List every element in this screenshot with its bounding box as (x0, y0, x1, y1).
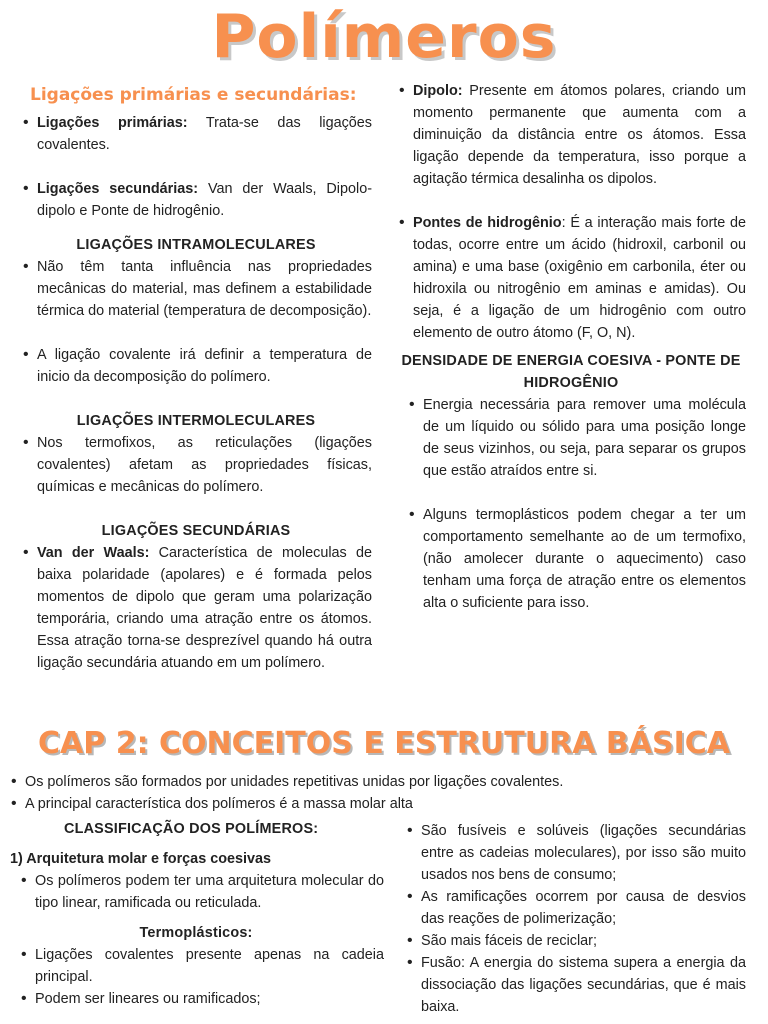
term-text: Presente em átomos polares, criando um momento permanente que aumenta com a diminuição da distância entre os átomos. Essa ligação depende da temperatura, isso porque a agitação térmica desalinha os dipolos. (413, 83, 746, 187)
list-item: • Nos termofixos, as reticulações (ligações covalentes) afetam as propriedades físicas, químicas e mecânicas do polímero. (20, 432, 372, 498)
subheading-secundarias: LIGAÇÕES SECUNDÁRIAS (101, 523, 291, 539)
list-item (20, 112, 372, 156)
right-list (396, 80, 746, 344)
dens-list (396, 394, 746, 614)
subheading-arquitetura: 1) Arquitetura molar e forças coesivas (10, 851, 271, 867)
cap2-left-column (8, 818, 384, 1010)
term-label: Van der Waals: (37, 545, 150, 561)
termo-props-list (404, 820, 746, 1018)
list-item: • Energia necessária para remover uma molécula de um líquido ou sólido para uma posição longe de seus vizinhos, ou seja, para separar os grupos que estão atraídos entre si. (406, 394, 746, 482)
sec-list (20, 542, 372, 674)
right-column (396, 80, 746, 614)
cap2-intro (8, 771, 748, 815)
list-item: • Fusão: A energia do sistema supera a energia da dissociação das ligações secundárias, que é mais baixa. (404, 952, 746, 1018)
list-item (20, 178, 372, 222)
list-item: • A principal característica dos polímeros é a massa molar alta (8, 793, 748, 815)
list-item: • Os polímeros são formados por unidades repetitivas unidas por ligações covalentes. (8, 771, 748, 793)
termo-list (8, 944, 384, 1010)
list-item: • São mais fáceis de reciclar; (404, 930, 746, 952)
chapter-heading: CAP 2: CONCEITOS E ESTRUTURA BÁSICA (38, 726, 730, 761)
subheading-termoplasticos: Termoplásticos: (139, 925, 253, 941)
page-title: Polímeros (211, 2, 557, 72)
subheading-classificacao: CLASSIFICAÇÃO DOS POLÍMEROS: (64, 821, 319, 837)
term-text: : É a interação mais forte de todas, ocorre entre um ácido (hidroxil, carbonil ou amina) e uma base (oxigênio em carbonila, éter ou hidroxila ou nitrogênio em aminas e amidas). Ou seja, é a ligação de um hidrogênio com outro elemento de outro átomo (F, O, N). (413, 215, 746, 341)
subheading-intermoleculares: LIGAÇÕES INTERMOLECULARES (76, 413, 316, 429)
term-label: Ligações primárias: (37, 115, 188, 131)
list-item: • As ramificações ocorrem por causa de desvios das reações de polimerização; (404, 886, 746, 930)
list-item: • Ligações covalentes presente apenas na cadeia principal. (18, 944, 384, 988)
subheading-intramoleculares: LIGAÇÕES INTRAMOLECULARES (76, 237, 316, 253)
term-text: Van der Waals, Dipolo-dipolo e Ponte de hidrogênio. (37, 181, 372, 219)
intro-list (8, 771, 748, 815)
list-item (396, 80, 746, 190)
list-item (20, 542, 372, 674)
list-item: • A ligação covalente irá definir a temperatura de inicio da decomposição do polímero. (20, 344, 372, 388)
list-item: • Podem ser lineares ou ramificados; (18, 988, 384, 1010)
inter-list (20, 432, 372, 498)
term-label: Dipolo: (413, 83, 463, 99)
section-heading-ligacoes: Ligações primárias e secundárias: (30, 85, 357, 105)
intra-list (20, 256, 372, 388)
subheading-densidade: DENSIDADE DE ENERGIA COESIVA - PONTE DE HIDROGÊNIO (401, 353, 741, 391)
arch-list (8, 870, 384, 914)
term-label: Pontes de hidrogênio (413, 215, 562, 231)
term-label: Ligações secundárias: (37, 181, 199, 197)
list-item: • São fusíveis e solúveis (ligações secundárias entre as cadeias moleculares), por isso são muito usados nos bens de consumo; (404, 820, 746, 886)
cap2-right-column (404, 820, 746, 1018)
list-item: • Alguns termoplásticos podem chegar a ter um comportamento semelhante ao de um termofixo, (não amolecer durante o aquecimento) caso tenham uma força de atração entre os elementos alta o suficiente para isso. (406, 504, 746, 614)
term-text: Trata-se das ligações covalentes. (37, 115, 372, 153)
list-item: • Os polímeros podem ter uma arquitetura molecular do tipo linear, ramificada ou reticulada. (18, 870, 384, 914)
term-text: Característica de moleculas de baixa polaridade (apolares) e é formada pelos momentos de dipolo que geram uma polarização temporária, criando uma atração entre os átomos. Essa atração torna-se desprezível quando há outra ligação secundária atuando em um polímero. (37, 545, 372, 671)
list-item: • Não têm tanta influência nas propriedades mecânicas do material, mas definem a estabilidade térmica do material (temperatura de decomposição). (20, 256, 372, 322)
list-item (396, 212, 746, 344)
left-column (20, 80, 372, 674)
ligacoes-list (20, 112, 372, 222)
